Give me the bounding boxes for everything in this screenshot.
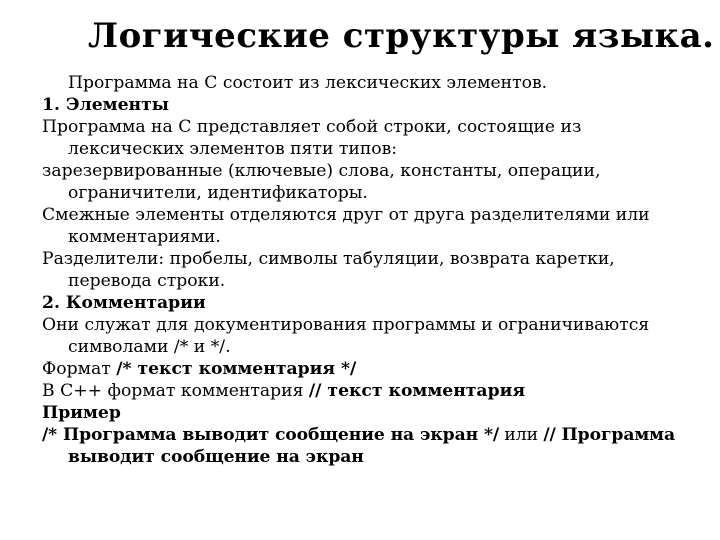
example-code-line: [42, 424, 702, 468]
paragraph-element-types: зарезервированные (ключевые) слова, константы, операции, ограничители, идентификаторы.: [42, 161, 601, 203]
paragraph-comment-format: [42, 358, 702, 380]
paragraph-comments-purpose: Они служат для документирования программы и ограничиваются символами /* и */.: [42, 315, 650, 357]
paragraph-cpp-comment-format: [42, 380, 702, 402]
c-comment-format: /* текст комментария */: [116, 359, 357, 379]
cpp-format-label: В С++ формат комментария: [42, 381, 309, 401]
section-heading-example: Пример: [42, 403, 121, 423]
intro-line: Программа на С состоит из лексических элементов.: [68, 73, 548, 93]
slide-title: Логические структуры языка.: [88, 16, 715, 56]
example-or: или: [499, 425, 544, 445]
slide-content: [42, 72, 702, 468]
section-heading-elements: 1. Элементы: [42, 95, 169, 115]
example-cpp-comment: // Программа выводит сообщение на экран: [68, 425, 676, 467]
section-heading-comments: 2. Комментарии: [42, 293, 206, 313]
cpp-comment-format: // текст комментария: [308, 381, 526, 401]
paragraph-program-lines: Программа на С представляет собой строки, состоящие из лексических элементов пяти типов:: [42, 117, 582, 159]
example-c-comment: /* Программа выводит сообщение на экран */: [42, 425, 500, 445]
format-label: Формат: [42, 359, 117, 379]
paragraph-separators-list: Разделители: пробелы, символы табуляции, возврата каретки, перевода строки.: [42, 249, 615, 291]
paragraph-separators-intro: Смежные элементы отделяются друг от друга разделителями или комментариями.: [42, 205, 650, 247]
